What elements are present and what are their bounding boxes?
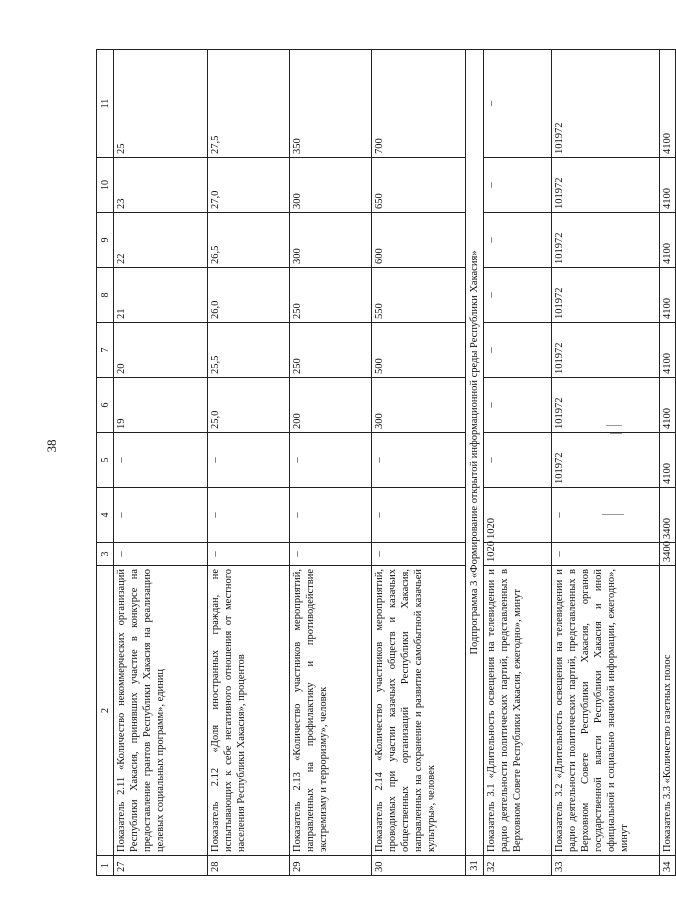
indicators-table [96, 49, 676, 876]
indicator-value: – [372, 433, 466, 488]
scan-artifact [606, 425, 622, 426]
indicator-value: – [290, 488, 372, 543]
indicator-value: 23 [114, 158, 208, 213]
indicator-value: 22 [114, 213, 208, 268]
indicator-value: 4100 [660, 323, 676, 378]
table-row [114, 50, 208, 876]
indicator-value: 27,5 [208, 50, 290, 158]
indicator-value: 27,0 [208, 158, 290, 213]
indicator-value: – [372, 543, 466, 566]
column-number-header: 8 [97, 268, 114, 323]
indicator-description: Показатель 2.14 «Количество участников мероприятий, проводимых при участии казачьих обществ и казачьих общественных организаций Республики Хакасия, направленных на сохранение и развитие самобытной казачьей культуры», человек [372, 566, 466, 856]
table-row [660, 50, 676, 876]
indicator-value: 350 [290, 50, 372, 158]
table-row [372, 50, 466, 876]
indicator-value: 21 [114, 268, 208, 323]
row-number: 29 [290, 856, 372, 876]
indicator-value: 1020 [484, 543, 552, 566]
indicator-value: – [484, 158, 552, 213]
indicator-value: – [114, 488, 208, 543]
indicator-value: – [484, 323, 552, 378]
scan-artifact [602, 514, 624, 515]
table-row [290, 50, 372, 876]
column-number-header: 11 [97, 50, 114, 158]
row-number: 31 [466, 856, 484, 876]
indicator-value: 25 [114, 50, 208, 158]
indicator-value: 101972 [552, 323, 660, 378]
indicator-value: 101972 [552, 213, 660, 268]
column-number-header: 2 [97, 566, 114, 856]
indicator-value: – [552, 488, 660, 543]
indicator-value: – [552, 543, 660, 566]
indicator-value: 550 [372, 268, 466, 323]
indicator-value: 4100 [660, 213, 676, 268]
indicator-value: – [208, 543, 290, 566]
indicator-value: 19 [114, 378, 208, 433]
row-number: 34 [660, 856, 676, 876]
indicator-value: 101972 [552, 268, 660, 323]
indicator-value: – [484, 50, 552, 158]
row-number: 28 [208, 856, 290, 876]
table-row [552, 50, 660, 876]
indicator-value: 300 [290, 213, 372, 268]
indicator-value: 300 [372, 378, 466, 433]
indicator-value: – [484, 433, 552, 488]
indicator-value: 101972 [552, 158, 660, 213]
column-number-header: 5 [97, 433, 114, 488]
column-number-header: 7 [97, 323, 114, 378]
indicator-value: 650 [372, 158, 466, 213]
column-number-header: 3 [97, 543, 114, 566]
column-number-header: 10 [97, 158, 114, 213]
row-number: 32 [484, 856, 552, 876]
indicator-value: – [290, 543, 372, 566]
indicator-description: Показатель 3.3 «Количество газетных полос [660, 566, 676, 856]
row-number: 30 [372, 856, 466, 876]
column-number-header: 1 [97, 856, 114, 876]
indicator-value: 3400 [660, 543, 676, 566]
column-number-header: 9 [97, 213, 114, 268]
indicator-value: 26,0 [208, 268, 290, 323]
indicator-value: 1020 [484, 488, 552, 543]
indicator-value: 250 [290, 323, 372, 378]
indicator-value: – [290, 433, 372, 488]
table-row [208, 50, 290, 876]
indicator-value: – [208, 488, 290, 543]
indicator-value: 4100 [660, 268, 676, 323]
indicator-description: Показатель 2.13 «Количество участников мероприятий, направленных на профилактику и противодействие экстремизму и терроризму», человек [290, 566, 372, 856]
column-number-header: 4 [97, 488, 114, 543]
indicator-value: 4100 [660, 378, 676, 433]
indicator-value: – [372, 488, 466, 543]
indicator-value: 500 [372, 323, 466, 378]
indicator-value: 4100 [660, 433, 676, 488]
indicator-value: 25,5 [208, 323, 290, 378]
scan-artifact [610, 433, 622, 434]
indicator-value: 300 [290, 158, 372, 213]
indicator-value: 700 [372, 50, 466, 158]
indicator-value: – [484, 378, 552, 433]
indicator-value: 250 [290, 268, 372, 323]
indicator-value: 101972 [552, 378, 660, 433]
indicator-value: – [484, 268, 552, 323]
indicator-description: Показатель 3.1 «Длительность освещения на телевидении и радио деятельности политических партий, представленных в Верховном Совете Республики Хакасия, ежегодно», минут [484, 566, 552, 856]
indicator-value: 20 [114, 323, 208, 378]
indicator-value: 3400 [660, 488, 676, 543]
indicator-value: 600 [372, 213, 466, 268]
rotated-table-container [96, 50, 673, 876]
indicator-value: 101972 [552, 50, 660, 158]
indicator-description: Показатель 3.2 «Длительность освещения на телевидении и радио деятельности политических партий, представленных в Верховном Совете Республики Хакасия, органов государственной власти Республики Хакасия и иной официальной и социально значимой информации, ежегодно», минут [552, 566, 660, 856]
indicator-value: 4100 [660, 50, 676, 158]
subprogram-row [466, 50, 484, 876]
header-row [97, 50, 114, 876]
indicator-value: 4100 [660, 158, 676, 213]
indicator-value: 200 [290, 378, 372, 433]
table-row [484, 50, 552, 876]
indicator-value: – [484, 213, 552, 268]
indicator-description: Показатель 2.11 «Количество некоммерческих организаций Республики Хакасия, принявших участие в конкурсе на предоставление грантов Республики Хакасия на реализацию целевых социальных программ», единиц [114, 566, 208, 856]
column-number-header: 6 [97, 378, 114, 433]
indicator-value: – [208, 433, 290, 488]
row-number: 33 [552, 856, 660, 876]
indicator-value: – [114, 433, 208, 488]
indicator-value: 101972 [552, 433, 660, 488]
indicator-value: 25,0 [208, 378, 290, 433]
subprogram-title: Подпрограмма 3 «Формирование открытой информационной среды Республики Хакасия» [466, 50, 484, 856]
indicator-value: 26,5 [208, 213, 290, 268]
indicator-value: – [114, 543, 208, 566]
page-number: 38 [44, 439, 59, 453]
indicator-description: Показатель 2.12 «Доля иностранных граждан, не испытывающих к себе негативного отношения от местного населения Республики Хакасия», процентов [208, 566, 290, 856]
row-number: 27 [114, 856, 208, 876]
